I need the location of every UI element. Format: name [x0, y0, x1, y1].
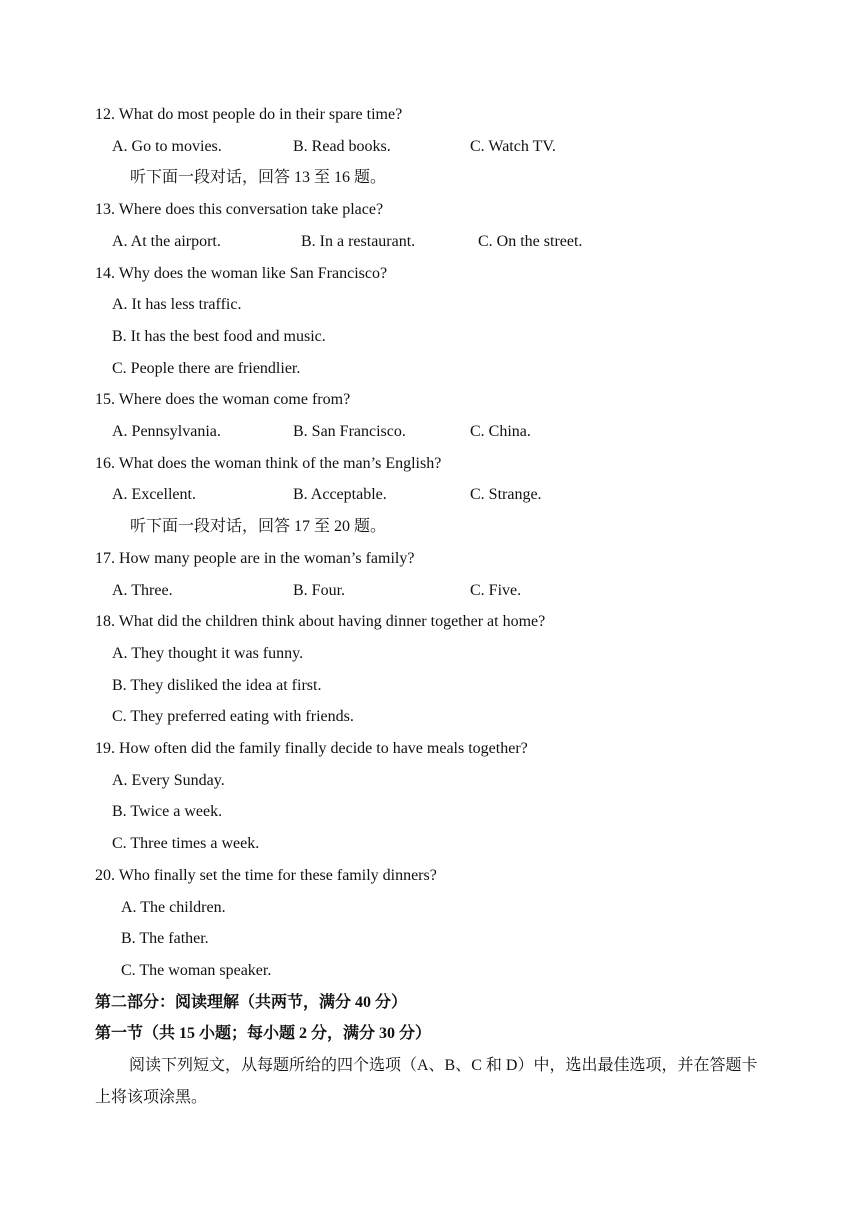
answer-option: C. People there are friendlier.: [112, 360, 301, 377]
answer-option: A. At the airport.: [112, 233, 221, 250]
answer-option: C. They preferred eating with friends.: [112, 708, 354, 725]
listening-instruction: 听下面一段对话，回答 17 至 20 题。: [130, 518, 387, 535]
question-text: 20. Who finally set the time for these family dinners?: [95, 867, 437, 884]
answer-option: A. Excellent.: [112, 486, 196, 503]
reading-instruction: 阅读下列短文，从每题所给的四个选项（A、B、C 和 D）中，选出最佳选项，并在答题卡上将该项涂黑。: [95, 1057, 758, 1106]
answer-option: B. They disliked the idea at first.: [112, 677, 322, 694]
question-text: 14. Why does the woman like San Francisco?: [95, 265, 388, 282]
answer-option: A. Go to movies.: [112, 138, 222, 155]
answer-option: B. Acceptable.: [293, 486, 387, 503]
question-text: 12. What do most people do in their spare time?: [95, 106, 403, 123]
answer-option: C. On the street.: [478, 233, 583, 250]
answer-option: B. San Francisco.: [293, 423, 406, 440]
answer-option: A. It has less traffic.: [112, 296, 242, 313]
answer-option: A. They thought it was funny.: [112, 645, 304, 662]
answer-option: C. Five.: [470, 582, 522, 599]
answer-option: B. In a restaurant.: [301, 233, 416, 250]
answer-option: C. Strange.: [470, 486, 542, 503]
answer-option: C. Three times a week.: [112, 835, 260, 852]
answer-option: C. Watch TV.: [470, 138, 556, 155]
listening-instruction: 听下面一段对话，回答 13 至 16 题。: [130, 169, 387, 186]
answer-option: C. The woman speaker.: [121, 962, 272, 979]
answer-option: B. Four.: [293, 582, 346, 599]
answer-option: B. Twice a week.: [112, 803, 223, 820]
answer-option: C. China.: [470, 423, 531, 440]
question-text: 18. What did the children think about having dinner together at home?: [95, 613, 546, 630]
question-text: 13. Where does this conversation take place?: [95, 201, 384, 218]
section-heading: 第二部分：阅读理解（共两节，满分 40 分）: [95, 994, 408, 1011]
answer-option: A. Pennsylvania.: [112, 423, 221, 440]
answer-option: B. Read books.: [293, 138, 391, 155]
answer-option: B. It has the best food and music.: [112, 328, 326, 345]
question-text: 16. What does the woman think of the man’s English?: [95, 455, 442, 472]
section-heading: 第一节（共 15 小题；每小题 2 分，满分 30 分）: [95, 1025, 432, 1042]
answer-option: A. Every Sunday.: [112, 772, 225, 789]
question-text: 15. Where does the woman come from?: [95, 391, 351, 408]
question-text: 19. How often did the family finally decide to have meals together?: [95, 740, 528, 757]
question-text: 17. How many people are in the woman’s family?: [95, 550, 415, 567]
answer-option: A. Three.: [112, 582, 173, 599]
answer-option: A. The children.: [121, 899, 226, 916]
answer-option: B. The father.: [121, 930, 209, 947]
